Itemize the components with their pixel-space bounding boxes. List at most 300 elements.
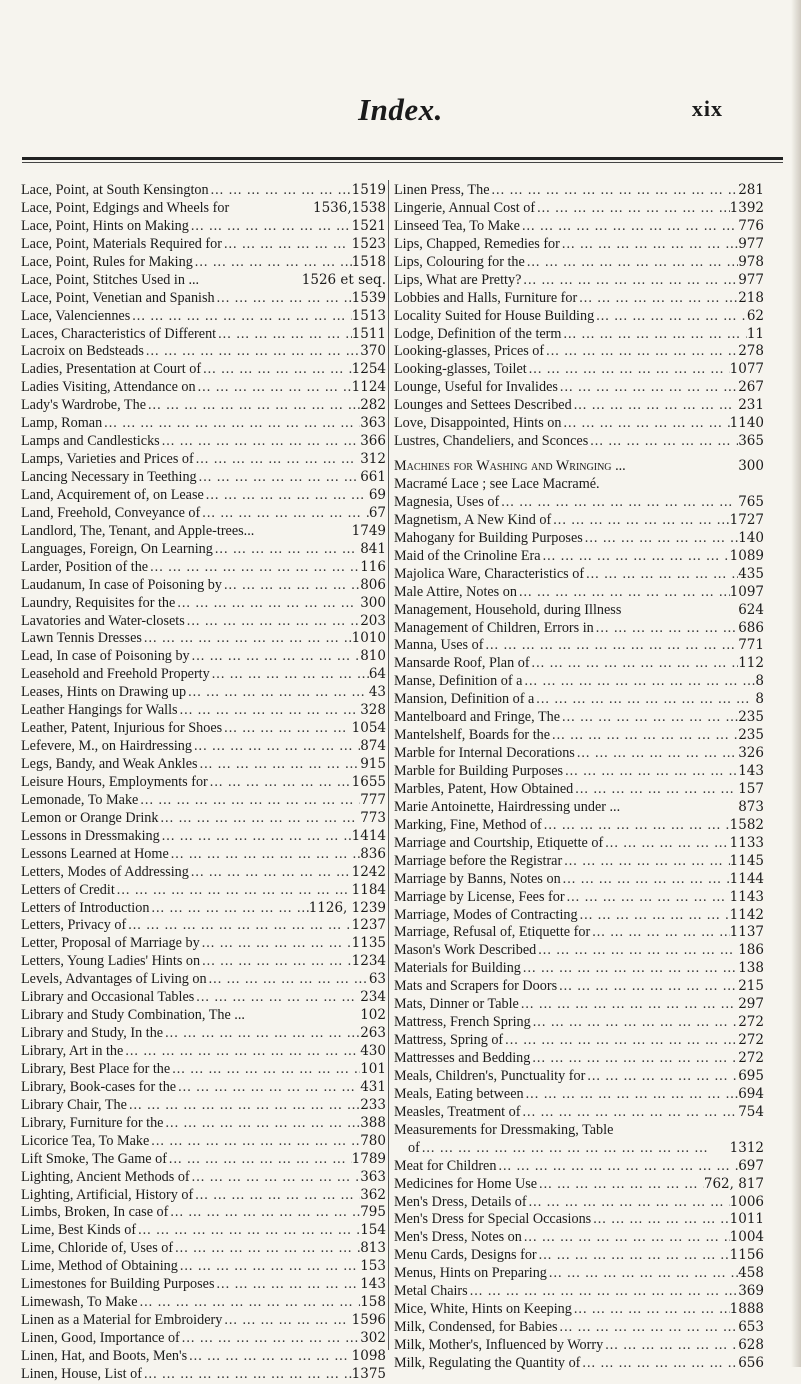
index-entry bbox=[394, 458, 764, 476]
entry-page-number: 780 bbox=[360, 1132, 386, 1149]
entry-page-number: 1513 bbox=[351, 307, 386, 324]
leader-dots bbox=[520, 218, 738, 236]
leader-dots bbox=[170, 1061, 360, 1079]
index-entry bbox=[394, 1283, 764, 1301]
index-entry bbox=[21, 1097, 386, 1115]
entry-page-number: 1156 bbox=[729, 1247, 764, 1264]
leader-dots bbox=[160, 433, 361, 451]
entry-page-number: 234 bbox=[360, 989, 386, 1006]
entry-text: Marbles, Patent, How Obtained bbox=[394, 780, 574, 797]
index-entry bbox=[21, 308, 386, 326]
index-entry bbox=[21, 236, 386, 254]
leader-dots bbox=[198, 756, 361, 774]
index-entry bbox=[21, 828, 386, 846]
entry-text: Magnesia, Uses of bbox=[394, 493, 500, 510]
entry-page-number: 754 bbox=[738, 1103, 764, 1120]
entry-page-number: 366 bbox=[360, 433, 386, 450]
entry-page-number: 776 bbox=[738, 217, 764, 234]
entry-text: Marble for Internal Decorations bbox=[394, 745, 575, 762]
entry-page-number: 272 bbox=[738, 1050, 764, 1066]
leader-dots bbox=[178, 1258, 360, 1276]
leader-dots bbox=[173, 1240, 360, 1258]
entry-text: Manse, Definition of a bbox=[394, 673, 523, 690]
entry-page-number: 1242 bbox=[351, 863, 386, 880]
entry-text: Leasehold and Freehold Property bbox=[21, 666, 210, 683]
entry-text: Marriage, Refusal of, Etiquette for bbox=[394, 924, 591, 941]
page-title: Index. bbox=[358, 92, 443, 127]
leader-dots bbox=[519, 996, 738, 1014]
entry-text: Library, Book-cases for the bbox=[21, 1078, 177, 1095]
entry-text: Library and Occasional Tables bbox=[21, 989, 195, 1006]
index-entry bbox=[21, 756, 386, 774]
index-entry bbox=[394, 960, 764, 978]
entry-page-number: 300 bbox=[738, 458, 764, 475]
entry-text: Library, Best Place for the bbox=[21, 1060, 171, 1077]
leader-dots bbox=[201, 361, 352, 379]
leader-dots bbox=[496, 1158, 738, 1176]
leader-dots bbox=[588, 433, 738, 451]
index-entry bbox=[21, 1240, 386, 1258]
entry-page-number: 806 bbox=[360, 576, 386, 593]
entry-text: Meals, Children's, Punctuality for bbox=[394, 1067, 586, 1084]
entry-text: Lancing Necessary in Teething bbox=[21, 469, 197, 485]
entry-page-number: 795 bbox=[360, 1204, 386, 1221]
leader-dots bbox=[127, 1097, 360, 1115]
index-entry bbox=[21, 559, 386, 577]
index-entry bbox=[394, 415, 764, 433]
index-entry bbox=[394, 1068, 764, 1086]
index-entry bbox=[394, 512, 764, 530]
entry-page-number: 1077 bbox=[729, 361, 764, 378]
leader-dots bbox=[536, 942, 738, 960]
entry-page-number: 1414 bbox=[351, 827, 386, 844]
entry-page-number: 1006 bbox=[729, 1193, 764, 1210]
leader-dots bbox=[530, 655, 739, 673]
entry-page-number: 1523 bbox=[351, 235, 386, 252]
entry-page-number: 1126, 1239 bbox=[308, 899, 386, 916]
entry-page-number: 1097 bbox=[729, 583, 764, 600]
entry-page-number: 841 bbox=[360, 540, 386, 557]
entry-page-number: 1521 bbox=[351, 217, 386, 234]
entry-page-number: 388 bbox=[360, 1114, 386, 1131]
entry-page-number: 697 bbox=[738, 1157, 764, 1174]
entry-text: Laundry, Requisites for the bbox=[21, 594, 176, 611]
leader-dots bbox=[572, 1301, 730, 1319]
entry-page-number: 282 bbox=[360, 397, 386, 414]
index-entry bbox=[394, 602, 764, 620]
entry-page-number: 624 bbox=[738, 601, 764, 618]
entry-page-number: 297 bbox=[738, 996, 764, 1013]
leader-dots bbox=[197, 469, 361, 487]
entry-text: Macramé Lace ; see Lace Macramé. bbox=[394, 476, 600, 492]
index-entry bbox=[394, 835, 764, 853]
index-entry bbox=[394, 853, 764, 871]
index-entry bbox=[394, 637, 764, 655]
entry-text: Mantelshelf, Boards for the bbox=[394, 727, 551, 744]
entry-text: Letter, Proposal of Marriage by bbox=[21, 935, 200, 952]
leader-dots bbox=[563, 763, 738, 781]
entry-text: Library and Study, In the bbox=[21, 1025, 164, 1042]
index-entry bbox=[394, 290, 764, 308]
leader-dots bbox=[187, 1348, 352, 1366]
index-entry bbox=[394, 1194, 764, 1212]
leader-dots bbox=[603, 835, 729, 853]
index-entry bbox=[394, 548, 764, 566]
index-entry bbox=[394, 530, 764, 548]
entry-page-number: 281 bbox=[738, 182, 764, 198]
leader-dots bbox=[149, 900, 308, 918]
leader-dots bbox=[525, 254, 738, 272]
leader-dots bbox=[163, 1025, 360, 1043]
index-entry bbox=[21, 917, 386, 935]
entry-text: Mats, Dinner or Table bbox=[394, 996, 519, 1013]
entry-text: Lodge, Definition of the term bbox=[394, 325, 562, 342]
entry-page-number: 143 bbox=[738, 763, 764, 779]
index-entry bbox=[394, 745, 764, 763]
leader-dots bbox=[186, 684, 369, 702]
leader-dots bbox=[490, 182, 739, 200]
leader-dots bbox=[215, 1276, 361, 1294]
leader-dots bbox=[531, 1014, 738, 1032]
leader-dots bbox=[584, 566, 738, 584]
entry-page-number: 874 bbox=[360, 738, 386, 755]
index-entry bbox=[394, 308, 764, 326]
leader-dots bbox=[185, 613, 360, 631]
leader-dots bbox=[503, 1032, 738, 1050]
leader-dots bbox=[557, 978, 738, 996]
entry-text: Lamps, Varieties and Prices of bbox=[21, 451, 194, 468]
entry-text: Lace, Point, Stitches Used in ... bbox=[21, 271, 200, 288]
entry-page-number: 267 bbox=[738, 379, 764, 396]
leader-dots bbox=[189, 864, 352, 882]
entry-page-number: 656 bbox=[738, 1354, 764, 1371]
leader-dots bbox=[130, 308, 351, 326]
index-entry bbox=[394, 673, 764, 691]
entry-text: Lace, Valenciennes bbox=[21, 307, 131, 324]
entry-page-number: 686 bbox=[738, 619, 764, 636]
index-entry bbox=[394, 709, 764, 727]
entry-page-number: 112 bbox=[738, 655, 764, 672]
leader-dots bbox=[565, 889, 730, 907]
entry-text: Library, Art in the bbox=[21, 1043, 124, 1059]
entry-page-number: 1011 bbox=[729, 1211, 764, 1228]
entry-text: Land, Freehold, Conveyance of bbox=[21, 504, 201, 521]
leader-dots bbox=[542, 817, 730, 835]
leader-dots bbox=[573, 781, 738, 799]
index-entry bbox=[394, 1229, 764, 1247]
entry-text: Marriage by License, Fees for bbox=[394, 888, 565, 905]
entry-page-number: 1789 bbox=[351, 1150, 386, 1167]
column-divider bbox=[388, 180, 389, 1350]
leader-dots bbox=[160, 828, 352, 846]
leader-dots bbox=[138, 1294, 361, 1312]
index-entry bbox=[21, 577, 386, 595]
index-entry bbox=[21, 1151, 386, 1169]
leader-dots bbox=[210, 666, 369, 684]
index-entry bbox=[394, 1247, 764, 1265]
entry-page-number: 302 bbox=[360, 1330, 386, 1346]
index-entry bbox=[394, 1140, 764, 1158]
entry-text: Lace, Point, Rules for Making bbox=[21, 253, 193, 270]
entry-text: Laces, Characteristics of Different bbox=[21, 325, 217, 342]
index-entry bbox=[394, 361, 764, 379]
leader-dots bbox=[591, 1211, 729, 1229]
index-entry bbox=[21, 254, 386, 272]
leader-dots bbox=[577, 290, 738, 308]
entry-text: Lessons in Dressmaking bbox=[21, 827, 160, 844]
leader-dots bbox=[522, 673, 755, 691]
entry-page-number: 116 bbox=[360, 558, 386, 575]
leader-dots bbox=[521, 1104, 739, 1122]
entry-text: Landlord, The, Tenant, and Apple-trees... bbox=[21, 522, 255, 539]
entry-page-number: 1145 bbox=[729, 852, 764, 869]
entry-text: Marriage and Courtship, Etiquette of bbox=[394, 834, 604, 851]
entry-text: Leases, Hints on Drawing up bbox=[21, 684, 187, 701]
index-entry bbox=[394, 1014, 764, 1032]
index-entry bbox=[394, 978, 764, 996]
entry-text: Land, Acquirement of, on Lease bbox=[21, 486, 204, 503]
leader-dots bbox=[483, 637, 738, 655]
entry-page-number: 915 bbox=[360, 756, 386, 772]
entry-text: Lips, Colouring for the bbox=[394, 253, 525, 270]
entry-page-number: 873 bbox=[738, 798, 764, 815]
entry-page-number: 653 bbox=[738, 1319, 764, 1336]
index-entry bbox=[21, 1330, 386, 1348]
entry-text: Leisure Hours, Employments for bbox=[21, 773, 208, 790]
entry-text: Lounge, Useful for Invalides bbox=[394, 379, 558, 396]
entry-page-number: 1234 bbox=[351, 953, 386, 970]
leader-dots bbox=[590, 924, 729, 942]
entry-text: Limestones for Building Purposes bbox=[21, 1276, 215, 1293]
index-entry bbox=[394, 1122, 764, 1140]
index-entry bbox=[394, 871, 764, 889]
entry-text: Larder, Position of the bbox=[21, 558, 149, 575]
leader-dots bbox=[558, 1319, 739, 1337]
index-entry bbox=[21, 630, 386, 648]
index-entry bbox=[21, 541, 386, 559]
entry-page-number: 1392 bbox=[729, 199, 764, 216]
entry-page-number: 1135 bbox=[351, 935, 386, 952]
entry-page-number: 8 bbox=[755, 673, 764, 690]
index-entry bbox=[21, 810, 386, 828]
entry-text: Lead, In case of Poisoning by bbox=[21, 648, 190, 665]
entry-text: Lobbies and Halls, Furniture for bbox=[394, 289, 578, 306]
entry-page-number: 1140 bbox=[729, 415, 764, 432]
entry-text: Limbs, Broken, In case of bbox=[21, 1204, 169, 1221]
entry-page-number: 203 bbox=[360, 612, 386, 629]
index-entry bbox=[21, 1187, 386, 1205]
leader-dots bbox=[144, 343, 360, 361]
entry-page-number: 771 bbox=[738, 637, 764, 654]
entry-text: Meals, Eating between bbox=[394, 1085, 524, 1102]
entry-page-number: 328 bbox=[360, 702, 386, 719]
leader-dots bbox=[190, 648, 361, 666]
entry-text: Languages, Foreign, On Learning bbox=[21, 540, 213, 557]
page-edge-shadow bbox=[791, 0, 801, 1367]
entry-text: Lounges and Settees Described bbox=[394, 397, 572, 414]
entry-text: Male Attire, Notes on bbox=[394, 583, 517, 600]
index-entry bbox=[21, 272, 386, 290]
leader-dots bbox=[148, 559, 360, 577]
index-entry bbox=[394, 254, 764, 272]
entry-text: Marriage before the Registrar bbox=[394, 852, 563, 869]
index-entry bbox=[21, 1258, 386, 1276]
entry-page-number: 1137 bbox=[729, 924, 764, 941]
entry-text: Marble for Building Purposes bbox=[394, 763, 564, 779]
entry-text: Linen, House, List of bbox=[21, 1365, 142, 1382]
leader-dots bbox=[537, 1247, 730, 1265]
leader-dots bbox=[562, 853, 729, 871]
leader-dots bbox=[178, 702, 361, 720]
index-entry bbox=[394, 1158, 764, 1176]
index-entry bbox=[394, 691, 764, 709]
entry-page-number: 977 bbox=[738, 235, 764, 252]
leader-dots bbox=[115, 882, 352, 900]
leader-dots bbox=[149, 1133, 360, 1151]
entry-text: Linen, Hat, and Boots, Men's bbox=[21, 1347, 188, 1364]
entry-page-number: 777 bbox=[360, 791, 386, 808]
leader-dots bbox=[222, 577, 360, 595]
index-entry bbox=[394, 272, 764, 290]
leader-dots bbox=[561, 871, 730, 889]
index-entry bbox=[394, 494, 764, 512]
entry-page-number: 278 bbox=[738, 343, 764, 360]
index-entry bbox=[21, 720, 386, 738]
index-entry bbox=[394, 1211, 764, 1229]
entry-page-number: 1519 bbox=[351, 182, 386, 198]
index-entry bbox=[21, 523, 386, 541]
leader-dots bbox=[561, 415, 729, 433]
leader-dots bbox=[192, 738, 360, 756]
entry-text: Lace, Point, Edgings and Wheels for bbox=[21, 199, 230, 216]
leader-dots bbox=[138, 792, 360, 810]
index-entry bbox=[394, 799, 764, 817]
index-entry bbox=[394, 1050, 764, 1068]
leader-dots bbox=[213, 541, 360, 559]
index-entry bbox=[394, 236, 764, 254]
index-entry bbox=[394, 379, 764, 397]
index-entry bbox=[21, 1133, 386, 1151]
leader-dots bbox=[534, 691, 755, 709]
entry-page-number: 138 bbox=[738, 960, 764, 977]
entry-page-number: 1089 bbox=[729, 547, 764, 564]
entry-text: Leather, Patent, Injurious for Shoes bbox=[21, 720, 223, 737]
entry-page-number: 1312 bbox=[729, 1139, 764, 1156]
entry-text: Lingerie, Annual Cost of bbox=[394, 199, 536, 216]
entry-page-number: 62 bbox=[746, 307, 764, 324]
index-entry bbox=[394, 343, 764, 361]
index-entry bbox=[21, 200, 386, 218]
entry-text: Mansarde Roof, Plan of bbox=[394, 655, 530, 672]
leader-dots bbox=[146, 397, 360, 415]
entry-text: Magnetism, A New Kind of bbox=[394, 511, 552, 528]
entry-page-number: 1098 bbox=[351, 1347, 386, 1364]
leader-dots bbox=[541, 548, 730, 566]
entry-text: Manna, Uses of bbox=[394, 637, 484, 654]
index-entry bbox=[394, 433, 764, 451]
entry-page-number: 67 bbox=[368, 504, 386, 521]
entry-page-number: 836 bbox=[360, 845, 386, 862]
entry-text: Lawn Tennis Dresses bbox=[21, 630, 142, 647]
entry-page-number: 218 bbox=[738, 289, 764, 306]
entry-page-number: 69 bbox=[368, 486, 386, 503]
entry-text: Linen as a Material for Embroidery bbox=[21, 1312, 223, 1329]
entry-page-number: 694 bbox=[738, 1085, 764, 1102]
entry-page-number: 1727 bbox=[729, 511, 764, 528]
entry-page-number: 661 bbox=[360, 469, 386, 485]
entry-page-number: 1237 bbox=[351, 917, 386, 934]
entry-text: Measles, Treatment of bbox=[394, 1103, 521, 1120]
index-entry bbox=[21, 397, 386, 415]
leader-dots bbox=[544, 343, 738, 361]
entry-text: Letters, Modes of Addressing bbox=[21, 863, 189, 880]
entry-page-number: 272 bbox=[738, 1014, 764, 1031]
leader-dots bbox=[585, 1068, 738, 1086]
entry-text: Marriage, Modes of Contracting bbox=[394, 906, 578, 923]
entry-page-number: 431 bbox=[360, 1078, 386, 1095]
entry-text: Marriage by Banns, Notes on bbox=[394, 870, 561, 887]
entry-page-number: 153 bbox=[360, 1258, 386, 1275]
entry-page-number: 363 bbox=[360, 1168, 386, 1185]
entry-text: Lustres, Chandeliers, and Sconces bbox=[394, 433, 589, 450]
index-entry bbox=[21, 1025, 386, 1043]
leader-dots bbox=[190, 1169, 361, 1187]
entry-page-number: 773 bbox=[360, 809, 386, 826]
leader-dots bbox=[530, 1050, 738, 1068]
leader-dots bbox=[194, 989, 360, 1007]
leader-dots bbox=[560, 709, 738, 727]
index-entry bbox=[21, 702, 386, 720]
leader-dots bbox=[572, 397, 739, 415]
leader-dots bbox=[207, 971, 369, 989]
leader-dots bbox=[194, 451, 361, 469]
entry-page-number: 300 bbox=[360, 594, 386, 611]
leader-dots bbox=[578, 907, 730, 925]
leader-dots bbox=[200, 935, 352, 953]
index-entry bbox=[21, 290, 386, 308]
index-entry bbox=[21, 953, 386, 971]
entry-page-number: 235 bbox=[738, 709, 764, 726]
leader-dots bbox=[517, 584, 730, 602]
index-entry bbox=[21, 882, 386, 900]
entry-text: Lady's Wardrobe, The bbox=[21, 397, 146, 414]
leader-dots bbox=[222, 720, 351, 738]
entry-page-number: 695 bbox=[738, 1067, 764, 1084]
leader-dots bbox=[204, 487, 369, 505]
leader-dots bbox=[603, 1337, 738, 1355]
index-entry bbox=[21, 433, 386, 451]
index-entry bbox=[394, 326, 764, 344]
entry-text: Management of Children, Errors in bbox=[394, 619, 594, 636]
entry-page-number: 158 bbox=[360, 1294, 386, 1311]
leader-dots bbox=[163, 1115, 360, 1133]
leader-dots bbox=[159, 810, 361, 828]
entry-text: Lime, Method of Obtaining bbox=[21, 1258, 178, 1275]
entry-page-number: 1054 bbox=[351, 720, 386, 737]
index-entry bbox=[394, 727, 764, 745]
entry-page-number: 1539 bbox=[351, 289, 386, 306]
entry-page-number: 215 bbox=[738, 978, 764, 995]
index-entry bbox=[21, 218, 386, 236]
entry-page-number: 762, 817 bbox=[703, 1175, 764, 1192]
index-entry bbox=[21, 846, 386, 864]
index-entry bbox=[21, 595, 386, 613]
index-entry bbox=[21, 469, 386, 487]
entry-text: Maid of the Crinoline Era bbox=[394, 547, 541, 564]
leader-dots bbox=[468, 1283, 739, 1301]
entry-text: Library and Study Combination, The ... bbox=[21, 1007, 245, 1024]
entry-page-number: 977 bbox=[738, 271, 764, 288]
